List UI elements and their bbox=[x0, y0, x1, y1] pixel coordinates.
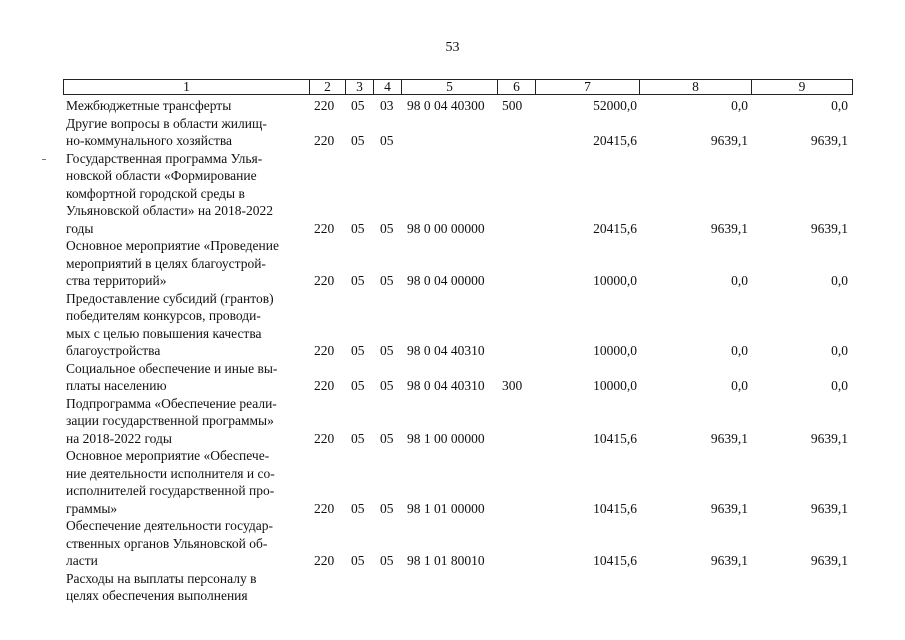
cell-c5: 98 1 01 00000 bbox=[407, 500, 485, 516]
row-description bbox=[66, 150, 306, 238]
cell-c8: 9639,1 bbox=[710, 553, 748, 568]
cell-c2: 220 bbox=[314, 430, 335, 446]
row-description bbox=[66, 360, 306, 395]
header-col-6: 6 bbox=[497, 80, 535, 94]
cell-c5: 98 0 04 00000 bbox=[407, 273, 485, 288]
cell-c9: 9639,1 bbox=[810, 133, 848, 148]
cell-c6: 300 bbox=[502, 378, 523, 393]
cell-c7: 10000,0 bbox=[593, 378, 637, 393]
row-description bbox=[66, 447, 306, 517]
description-line: новской области «Формирование bbox=[66, 168, 257, 183]
cell-c3: 05 bbox=[351, 133, 365, 148]
margin-mark bbox=[42, 159, 46, 160]
description-line: Государственная программа Улья- bbox=[66, 150, 263, 166]
cell-c2: 220 bbox=[314, 343, 335, 358]
row-description bbox=[66, 97, 306, 115]
description-line: Ульяновской области» на 2018-2022 bbox=[66, 203, 273, 218]
header-col-8: 8 bbox=[639, 80, 751, 94]
cell-c2: 220 bbox=[314, 553, 335, 568]
description-line: Основное мероприятие «Обеспече- bbox=[66, 448, 270, 463]
cell-c2: 220 bbox=[314, 273, 335, 288]
cell-c6: 500 bbox=[502, 98, 523, 113]
cell-c8: 9639,1 bbox=[710, 133, 748, 148]
description-line: платы населению bbox=[66, 378, 167, 393]
description-line: исполнителей государственной про- bbox=[66, 483, 275, 498]
description-line: ние деятельности исполнителя и со- bbox=[66, 465, 275, 481]
cell-c8: 0,0 bbox=[731, 378, 748, 393]
cell-c7: 10000,0 bbox=[593, 343, 637, 358]
cell-c7: 10415,6 bbox=[593, 430, 637, 446]
row-description bbox=[66, 395, 306, 448]
description-line: Подпрограмма «Обеспечение реали- bbox=[66, 395, 277, 411]
description-line: благоустройства bbox=[66, 343, 161, 358]
cell-c4: 05 bbox=[380, 500, 394, 516]
cell-c9: 9639,1 bbox=[810, 220, 848, 236]
header-col-5: 5 bbox=[401, 80, 497, 94]
cell-c5: 98 1 00 00000 bbox=[407, 430, 485, 446]
cell-c2: 220 bbox=[314, 98, 335, 113]
header-col-1: 1 bbox=[183, 79, 190, 94]
cell-c3: 05 bbox=[351, 98, 365, 113]
cell-c8: 0,0 bbox=[731, 343, 748, 358]
description-line: граммы» bbox=[66, 500, 118, 516]
description-line: ства территорий» bbox=[66, 273, 167, 288]
cell-c8: 9639,1 bbox=[710, 430, 748, 446]
description-line: зации государственной программы» bbox=[66, 413, 274, 428]
cell-c4: 03 bbox=[380, 98, 394, 113]
cell-c4: 05 bbox=[380, 343, 394, 358]
cell-c9: 9639,1 bbox=[810, 500, 848, 516]
description-line: Межбюджетные трансферты bbox=[66, 98, 232, 113]
description-line: комфортной городской среды в bbox=[66, 185, 245, 201]
cell-c3: 05 bbox=[351, 553, 365, 568]
page-number: 53 bbox=[445, 40, 460, 55]
cell-c3: 05 bbox=[351, 430, 365, 446]
cell-c4: 05 bbox=[380, 273, 394, 288]
cell-c4: 05 bbox=[380, 553, 394, 568]
header-col-4: 4 bbox=[373, 80, 401, 94]
description-line: ласти bbox=[66, 553, 98, 568]
cell-c7: 52000,0 bbox=[593, 98, 637, 113]
cell-c3: 05 bbox=[351, 378, 365, 393]
cell-c2: 220 bbox=[314, 133, 335, 148]
cell-c5: 98 0 04 40310 bbox=[407, 343, 485, 358]
cell-c9: 0,0 bbox=[831, 378, 848, 393]
header-col-9: 9 bbox=[751, 80, 852, 94]
header-col-2: 2 bbox=[309, 80, 345, 94]
cell-c9: 9639,1 bbox=[810, 430, 848, 446]
description-line: Основное мероприятие «Проведение bbox=[66, 238, 279, 253]
cell-c9: 9639,1 bbox=[810, 553, 848, 568]
row-description bbox=[66, 570, 306, 605]
row-description bbox=[66, 290, 306, 360]
row-description bbox=[66, 115, 306, 150]
cell-c5: 98 0 04 40300 bbox=[407, 98, 485, 113]
cell-c7: 10415,6 bbox=[593, 500, 637, 516]
cell-c4: 05 bbox=[380, 220, 394, 236]
cell-c5: 98 0 00 00000 bbox=[407, 220, 485, 236]
description-line: Социальное обеспечение и иные вы- bbox=[66, 360, 278, 376]
cell-c3: 05 bbox=[351, 220, 365, 236]
cell-c3: 05 bbox=[351, 343, 365, 358]
header-col-3: 3 bbox=[345, 80, 373, 94]
header-col-7: 7 bbox=[535, 80, 639, 94]
description-line: мероприятий в целях благоустрой- bbox=[66, 255, 266, 271]
cell-c7: 10415,6 bbox=[593, 553, 637, 568]
cell-c3: 05 bbox=[351, 500, 365, 516]
description-line: победителям конкурсов, проводи- bbox=[66, 308, 261, 323]
description-line: годы bbox=[66, 220, 94, 236]
cell-c8: 9639,1 bbox=[710, 220, 748, 236]
cell-c2: 220 bbox=[314, 500, 335, 516]
description-line: мых с целью повышения качества bbox=[66, 325, 262, 341]
row-description bbox=[66, 237, 306, 290]
cell-c7: 20415,6 bbox=[593, 220, 637, 236]
cell-c2: 220 bbox=[314, 378, 335, 393]
row-description bbox=[66, 517, 306, 570]
description-line: но-коммунального хозяйства bbox=[66, 133, 233, 148]
cell-c9: 0,0 bbox=[831, 343, 848, 358]
description-line: на 2018-2022 годы bbox=[66, 430, 172, 446]
cell-c3: 05 bbox=[351, 273, 365, 288]
description-line: Расходы на выплаты персоналу в bbox=[66, 570, 257, 586]
cell-c8: 9639,1 bbox=[710, 500, 748, 516]
cell-c2: 220 bbox=[314, 220, 335, 236]
cell-c9: 0,0 bbox=[831, 98, 848, 113]
table-header bbox=[63, 79, 853, 95]
description-line: ственных органов Ульяновской об- bbox=[66, 535, 268, 551]
cell-c7: 10000,0 bbox=[593, 273, 637, 288]
cell-c4: 05 bbox=[380, 133, 394, 148]
cell-c8: 0,0 bbox=[731, 273, 748, 288]
cell-c4: 05 bbox=[380, 378, 394, 393]
description-line: целях обеспечения выполнения bbox=[66, 588, 248, 603]
cell-c8: 0,0 bbox=[731, 98, 748, 113]
cell-c9: 0,0 bbox=[831, 273, 848, 288]
description-line: Обеспечение деятельности государ- bbox=[66, 518, 274, 533]
cell-c7: 20415,6 bbox=[593, 133, 637, 148]
cell-c5: 98 1 01 80010 bbox=[407, 553, 485, 568]
description-line: Предоставление субсидий (грантов) bbox=[66, 290, 274, 306]
cell-c4: 05 bbox=[380, 430, 394, 446]
cell-c5: 98 0 04 40310 bbox=[407, 378, 485, 393]
description-line: Другие вопросы в области жилищ- bbox=[66, 115, 267, 131]
